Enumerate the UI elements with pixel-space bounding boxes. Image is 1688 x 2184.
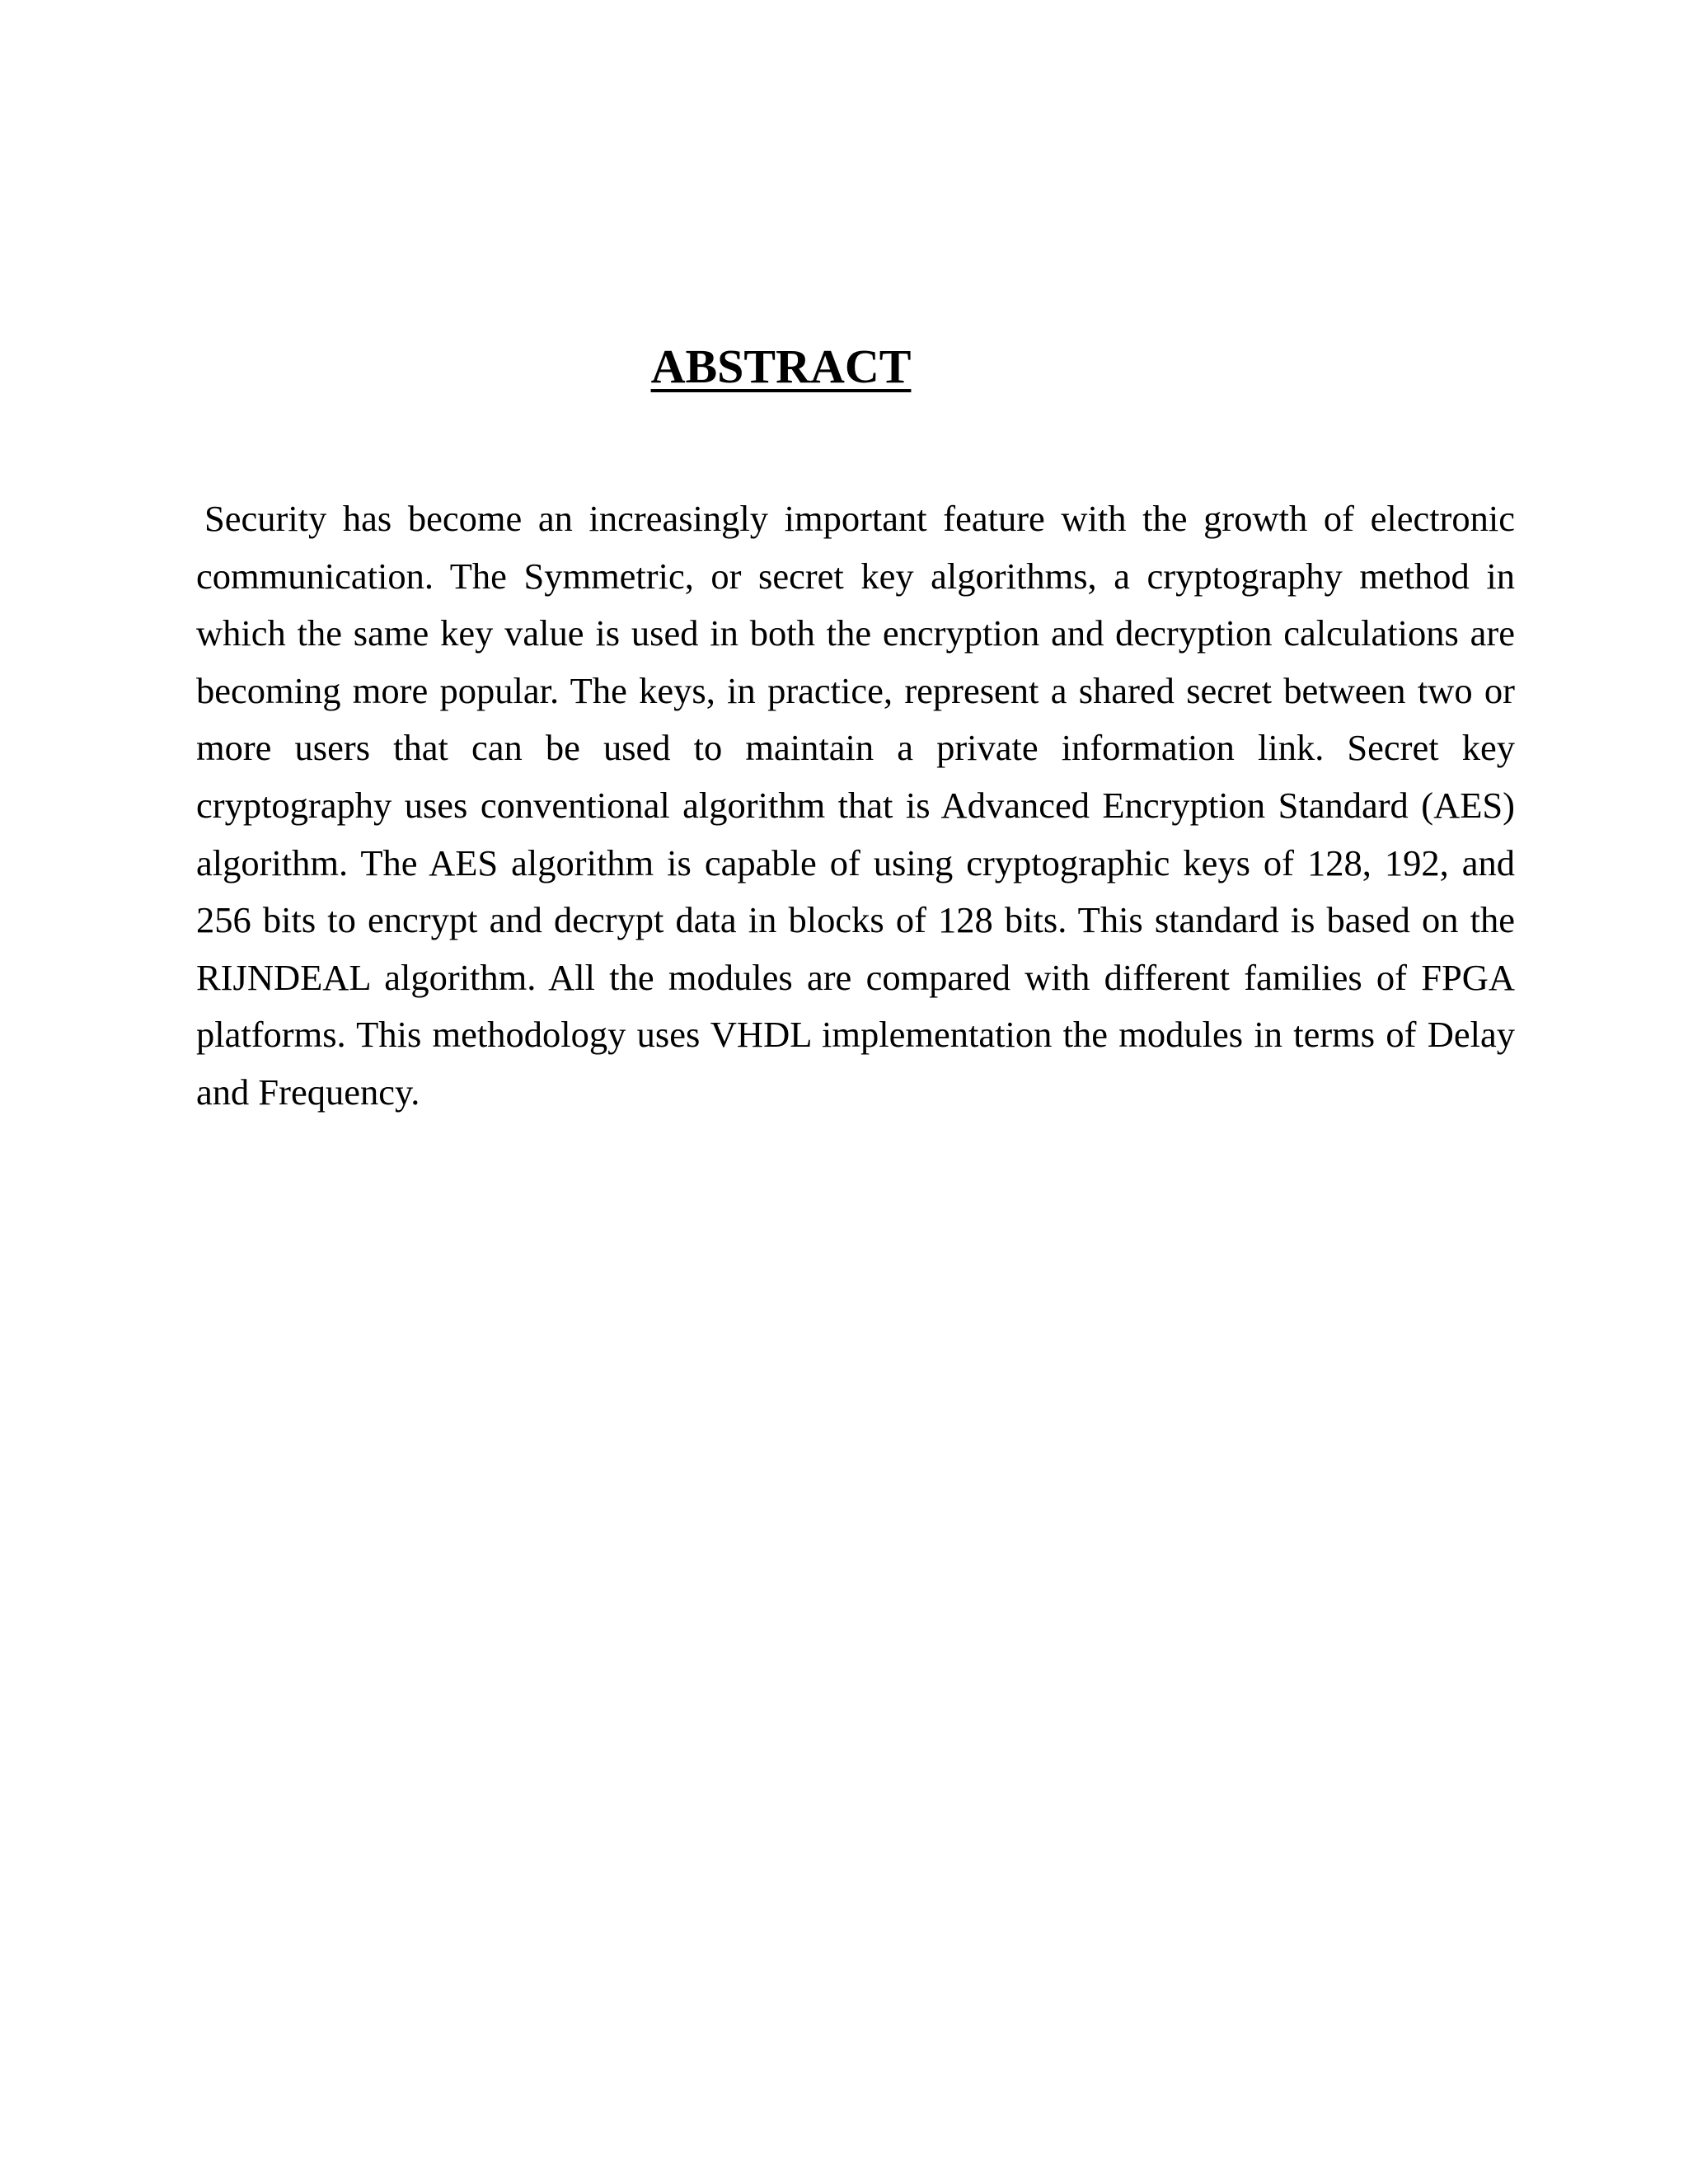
abstract-heading: ABSTRACT — [650, 340, 912, 393]
abstract-paragraph: Security has become an increasingly important feature with the growth of electronic communication. The Symmetric, or secret key algorithms, a cryptography method in which the same key value is used in both the encryption and decryption calculations are becoming more popular. The keys, in practice, represent a shared secret between two or more users that can be used to maintain a private information link. Secret key cryptography uses conventional algorithm that is Advanced Encryption Standard (AES) algorithm. The AES algorithm is capable of using cryptographic keys of 128, 192, and 256 bits to encrypt and decrypt data in blocks of 128 bits. This standard is based on the RIJNDEAL algorithm. All the modules are compared with different families of FPGA platforms. This methodology uses VHDL implementation the modules in terms of Delay and Frequency. — [196, 498, 1515, 1113]
